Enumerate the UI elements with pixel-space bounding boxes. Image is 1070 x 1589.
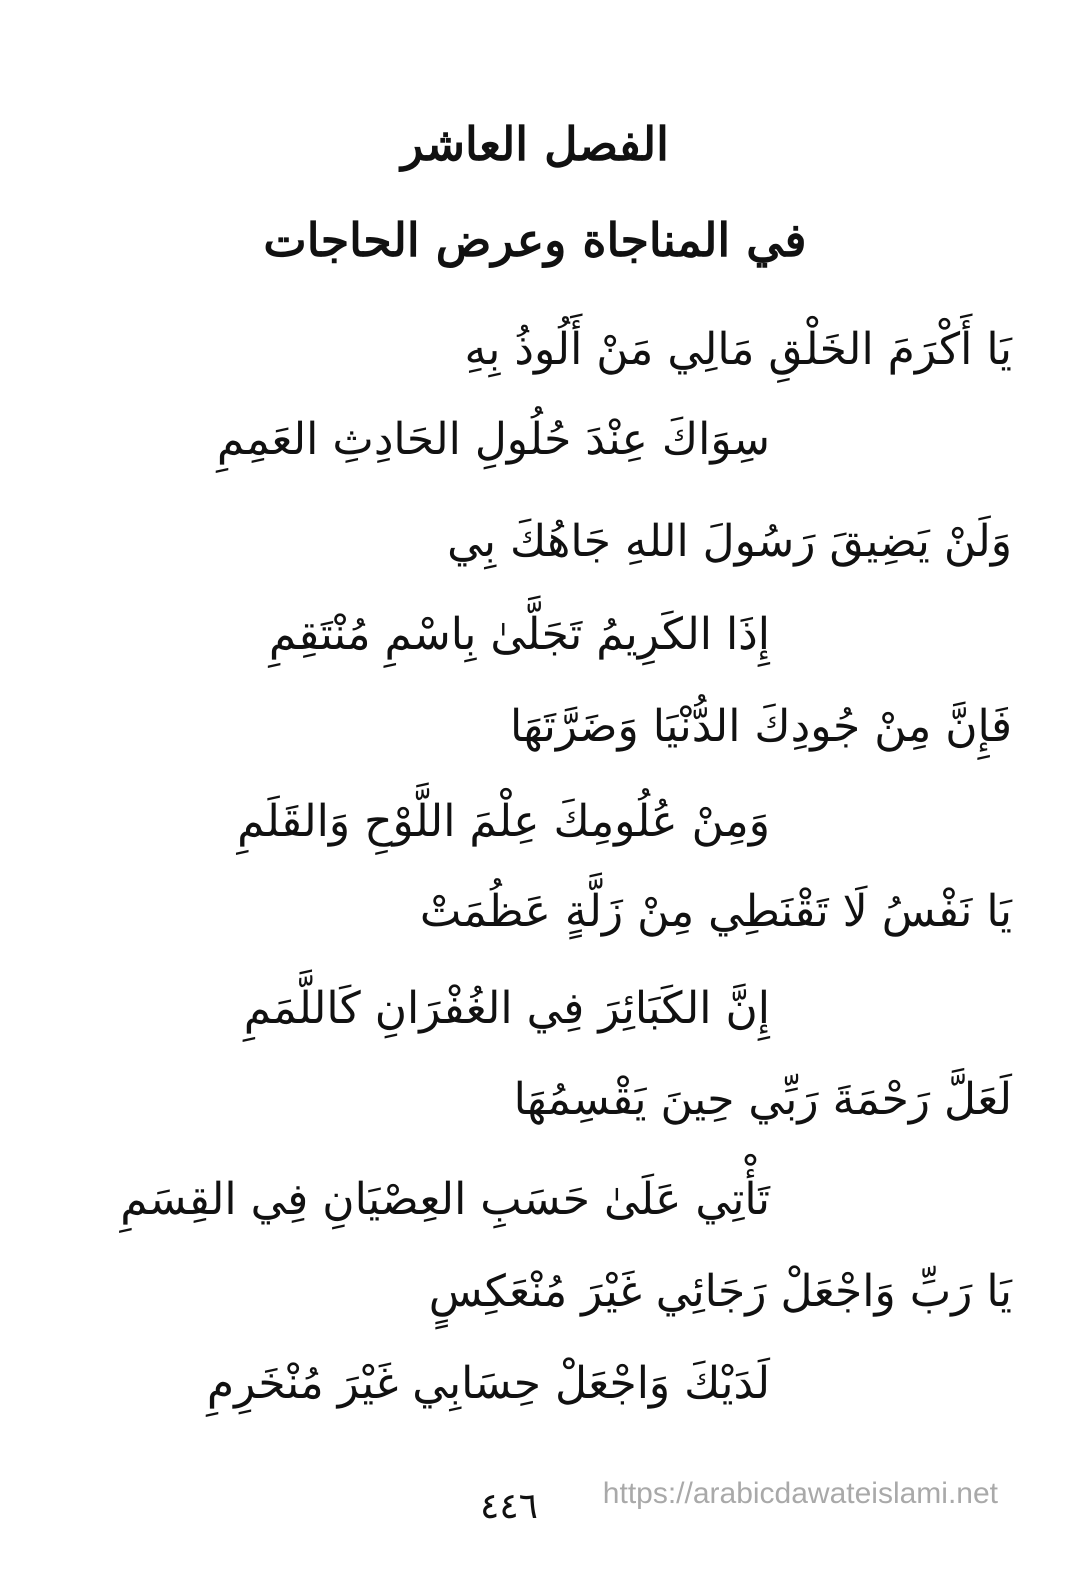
verse-6-second-hemistich: لَدَيْكَ وَاجْعَلْ حِسَابِي غَيْرَ مُنْخَرِمِ [206,1358,770,1409]
verse-5-first-hemistich: لَعَلَّ رَحْمَةَ رَبِّي حِينَ يَقْسِمُهَا [513,1074,1012,1125]
page-number: ٤٤٦ [480,1486,539,1527]
chapter-title: الفصل العاشر [401,117,669,171]
verse-4-second-hemistich: إِنَّ الكَبَائِرَ فِي الغُفْرَانِ كَاللَّمَمِ [243,983,770,1034]
verse-1-first-hemistich: يَا أَكْرَمَ الخَلْقِ مَالِي مَنْ أَلُوذُ بِهِ [464,324,1012,375]
verse-1-second-hemistich: سِوَاكَ عِنْدَ حُلُولِ الحَادِثِ العَمِمِ [216,414,770,465]
watermark-url: https://arabicdawateislami.net [602,1477,998,1510]
verse-5-second-hemistich: تَأْتِي عَلَىٰ حَسَبِ العِصْيَانِ فِي القِسَمِ [120,1174,770,1225]
verse-2-first-hemistich: وَلَنْ يَضِيقَ رَسُولَ اللهِ جَاهُكَ بِي [447,516,1012,567]
chapter-subtitle: في المناجاة وعرض الحاجات [263,213,807,267]
verse-4-first-hemistich: يَا نَفْسُ لَا تَقْنَطِي مِنْ زَلَّةٍ عَظُمَتْ [419,886,1012,937]
verse-3-second-hemistich: وَمِنْ عُلُومِكَ عِلْمَ اللَّوْحِ وَالقَلَمِ [237,796,770,847]
verse-3-first-hemistich: فَإِنَّ مِنْ جُودِكَ الدُّنْيَا وَضَرَّتَهَا [509,701,1012,752]
verse-2-second-hemistich: إِذَا الكَرِيمُ تَجَلَّىٰ بِاسْمِ مُنْتَقِمِ [268,609,770,660]
verse-6-first-hemistich: يَا رَبِّ وَاجْعَلْ رَجَائِي غَيْرَ مُنْعَكِسٍ [428,1266,1012,1317]
